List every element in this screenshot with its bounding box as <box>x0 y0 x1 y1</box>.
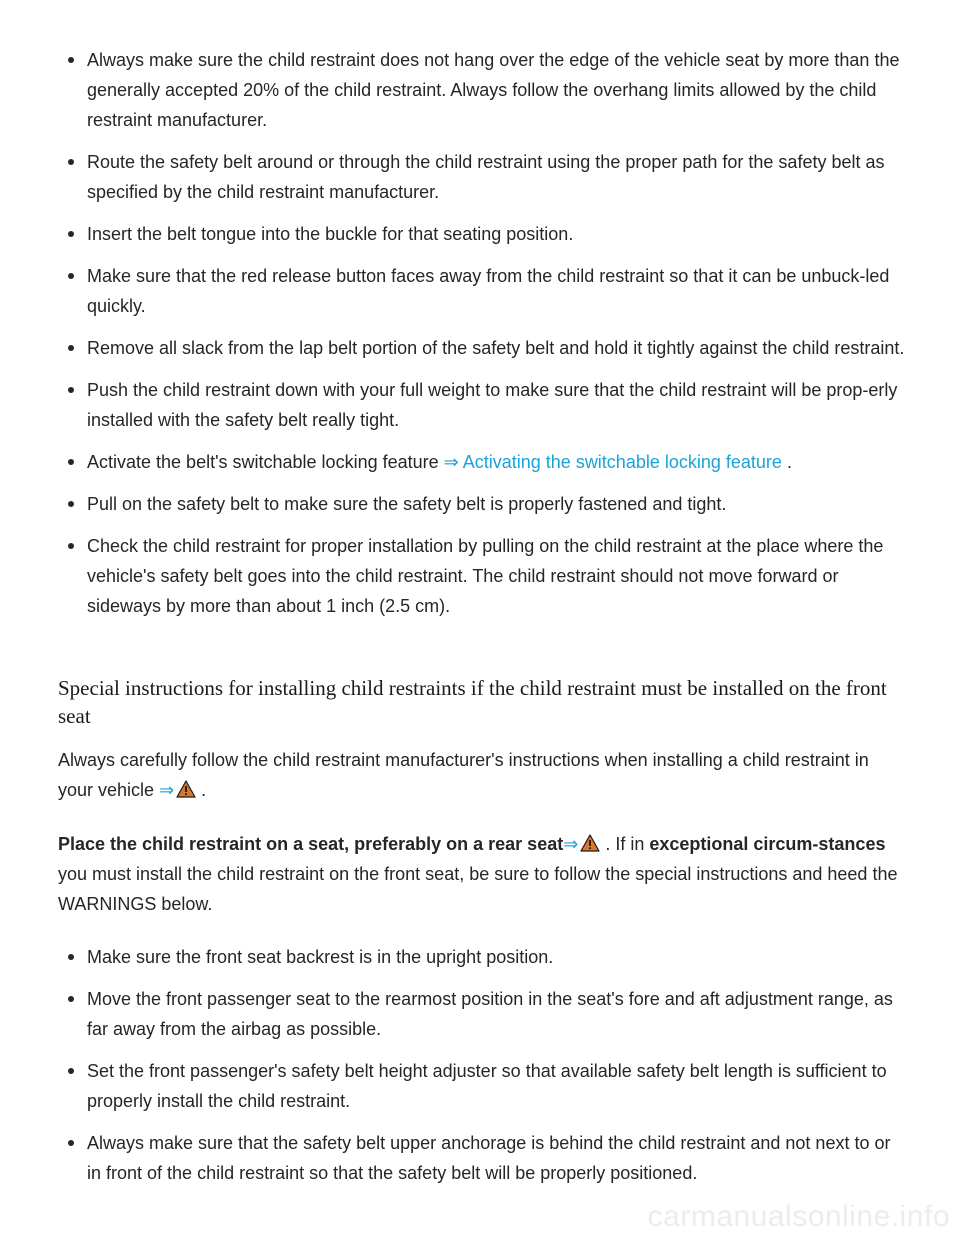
list-item <box>58 261 908 321</box>
list-item <box>58 942 908 972</box>
warning-link[interactable] <box>159 780 196 800</box>
intro-paragraph <box>58 745 908 805</box>
list-item <box>58 219 908 249</box>
front-seat-steps-list <box>58 942 908 1200</box>
switchable-locking-link[interactable] <box>444 452 782 472</box>
list-item <box>58 1128 908 1188</box>
list-item-text: Activate the belt's switchable locking feature <box>87 452 439 472</box>
watermark: carmanualsonline.info <box>647 1200 950 1233</box>
bold-text: exceptional circum-stances <box>649 834 886 854</box>
bold-text: Place the child restraint on a seat, preferably on a rear seat <box>58 834 564 854</box>
list-item-text: Always make sure the child restraint does not hang over the edge of the vehicle seat by more than the generally accepted 20% of the child restraint. Always follow the overhang limits allowed by the child restraint manufacturer. <box>87 50 900 130</box>
paragraph-text: Always carefully follow the child restraint manufacturer's instructions when installing a child restraint in your vehicle <box>58 750 869 800</box>
warning-triangle-icon <box>176 780 196 798</box>
list-item <box>58 531 908 621</box>
list-item-text: Always make sure that the safety belt upper anchorage is behind the child restraint and not next to or in front of the child restraint so that the safety belt will be properly positioned. <box>87 1133 891 1183</box>
placement-paragraph <box>58 829 908 919</box>
list-item-text: Remove all slack from the lap belt portion of the safety belt and hold it tightly against the child restraint. <box>87 338 905 358</box>
list-item-text: Check the child restraint for proper installation by pulling on the child restraint at the place where the vehicle's safety belt goes into the child restraint. The child restraint should not move forward or sideways by more than about 1 inch (2.5 cm). <box>87 536 884 616</box>
paragraph-text: . If in <box>605 834 645 854</box>
list-item <box>58 333 908 363</box>
link-arrow: ⇒ <box>159 780 175 800</box>
list-item-end: . <box>786 452 792 472</box>
list-item-text: Push the child restraint down with your full weight to make sure that the child restraint will be prop-erly installed with the safety belt really tight. <box>87 380 898 430</box>
link-arrow: ⇒ <box>563 834 579 854</box>
list-item <box>58 984 908 1044</box>
link-text: Activating the switchable locking feature <box>462 452 782 472</box>
list-item <box>58 375 908 435</box>
list-item <box>58 489 908 519</box>
list-item <box>58 1056 908 1116</box>
list-item-text: Make sure the front seat backrest is in the upright position. <box>87 947 554 967</box>
list-item-text: Make sure that the red release button faces away from the child restraint so that it can be unbuck-led quickly. <box>87 266 890 316</box>
warning-triangle-icon <box>580 834 600 852</box>
list-item <box>58 45 908 135</box>
section-heading: Special instructions for installing child restraints if the child restraint must be installed on the front seat <box>58 676 887 728</box>
list-item-text: Insert the belt tongue into the buckle for that seating position. <box>87 224 574 244</box>
list-item-text: Route the safety belt around or through the child restraint using the proper path for the safety belt as specified by the child restraint manufacturer. <box>87 152 885 202</box>
paragraph-text: you must install the child restraint on the front seat, be sure to follow the special instructions and heed the WARNINGS below. <box>58 864 898 914</box>
link-arrow: ⇒ <box>443 452 459 472</box>
list-item-text: Set the front passenger's safety belt height adjuster so that available safety belt length is sufficient to properly install the child restraint. <box>87 1061 887 1111</box>
list-item-text: Move the front passenger seat to the rearmost position in the seat's fore and aft adjustment range, as far away from the airbag as possible. <box>87 989 893 1039</box>
warning-link[interactable] <box>563 834 600 854</box>
list-item-text: Pull on the safety belt to make sure the safety belt is properly fastened and tight. <box>87 494 727 514</box>
list-item <box>58 147 908 207</box>
installation-steps-list <box>58 45 908 633</box>
paragraph-end: . <box>201 780 207 800</box>
list-item <box>58 447 908 477</box>
